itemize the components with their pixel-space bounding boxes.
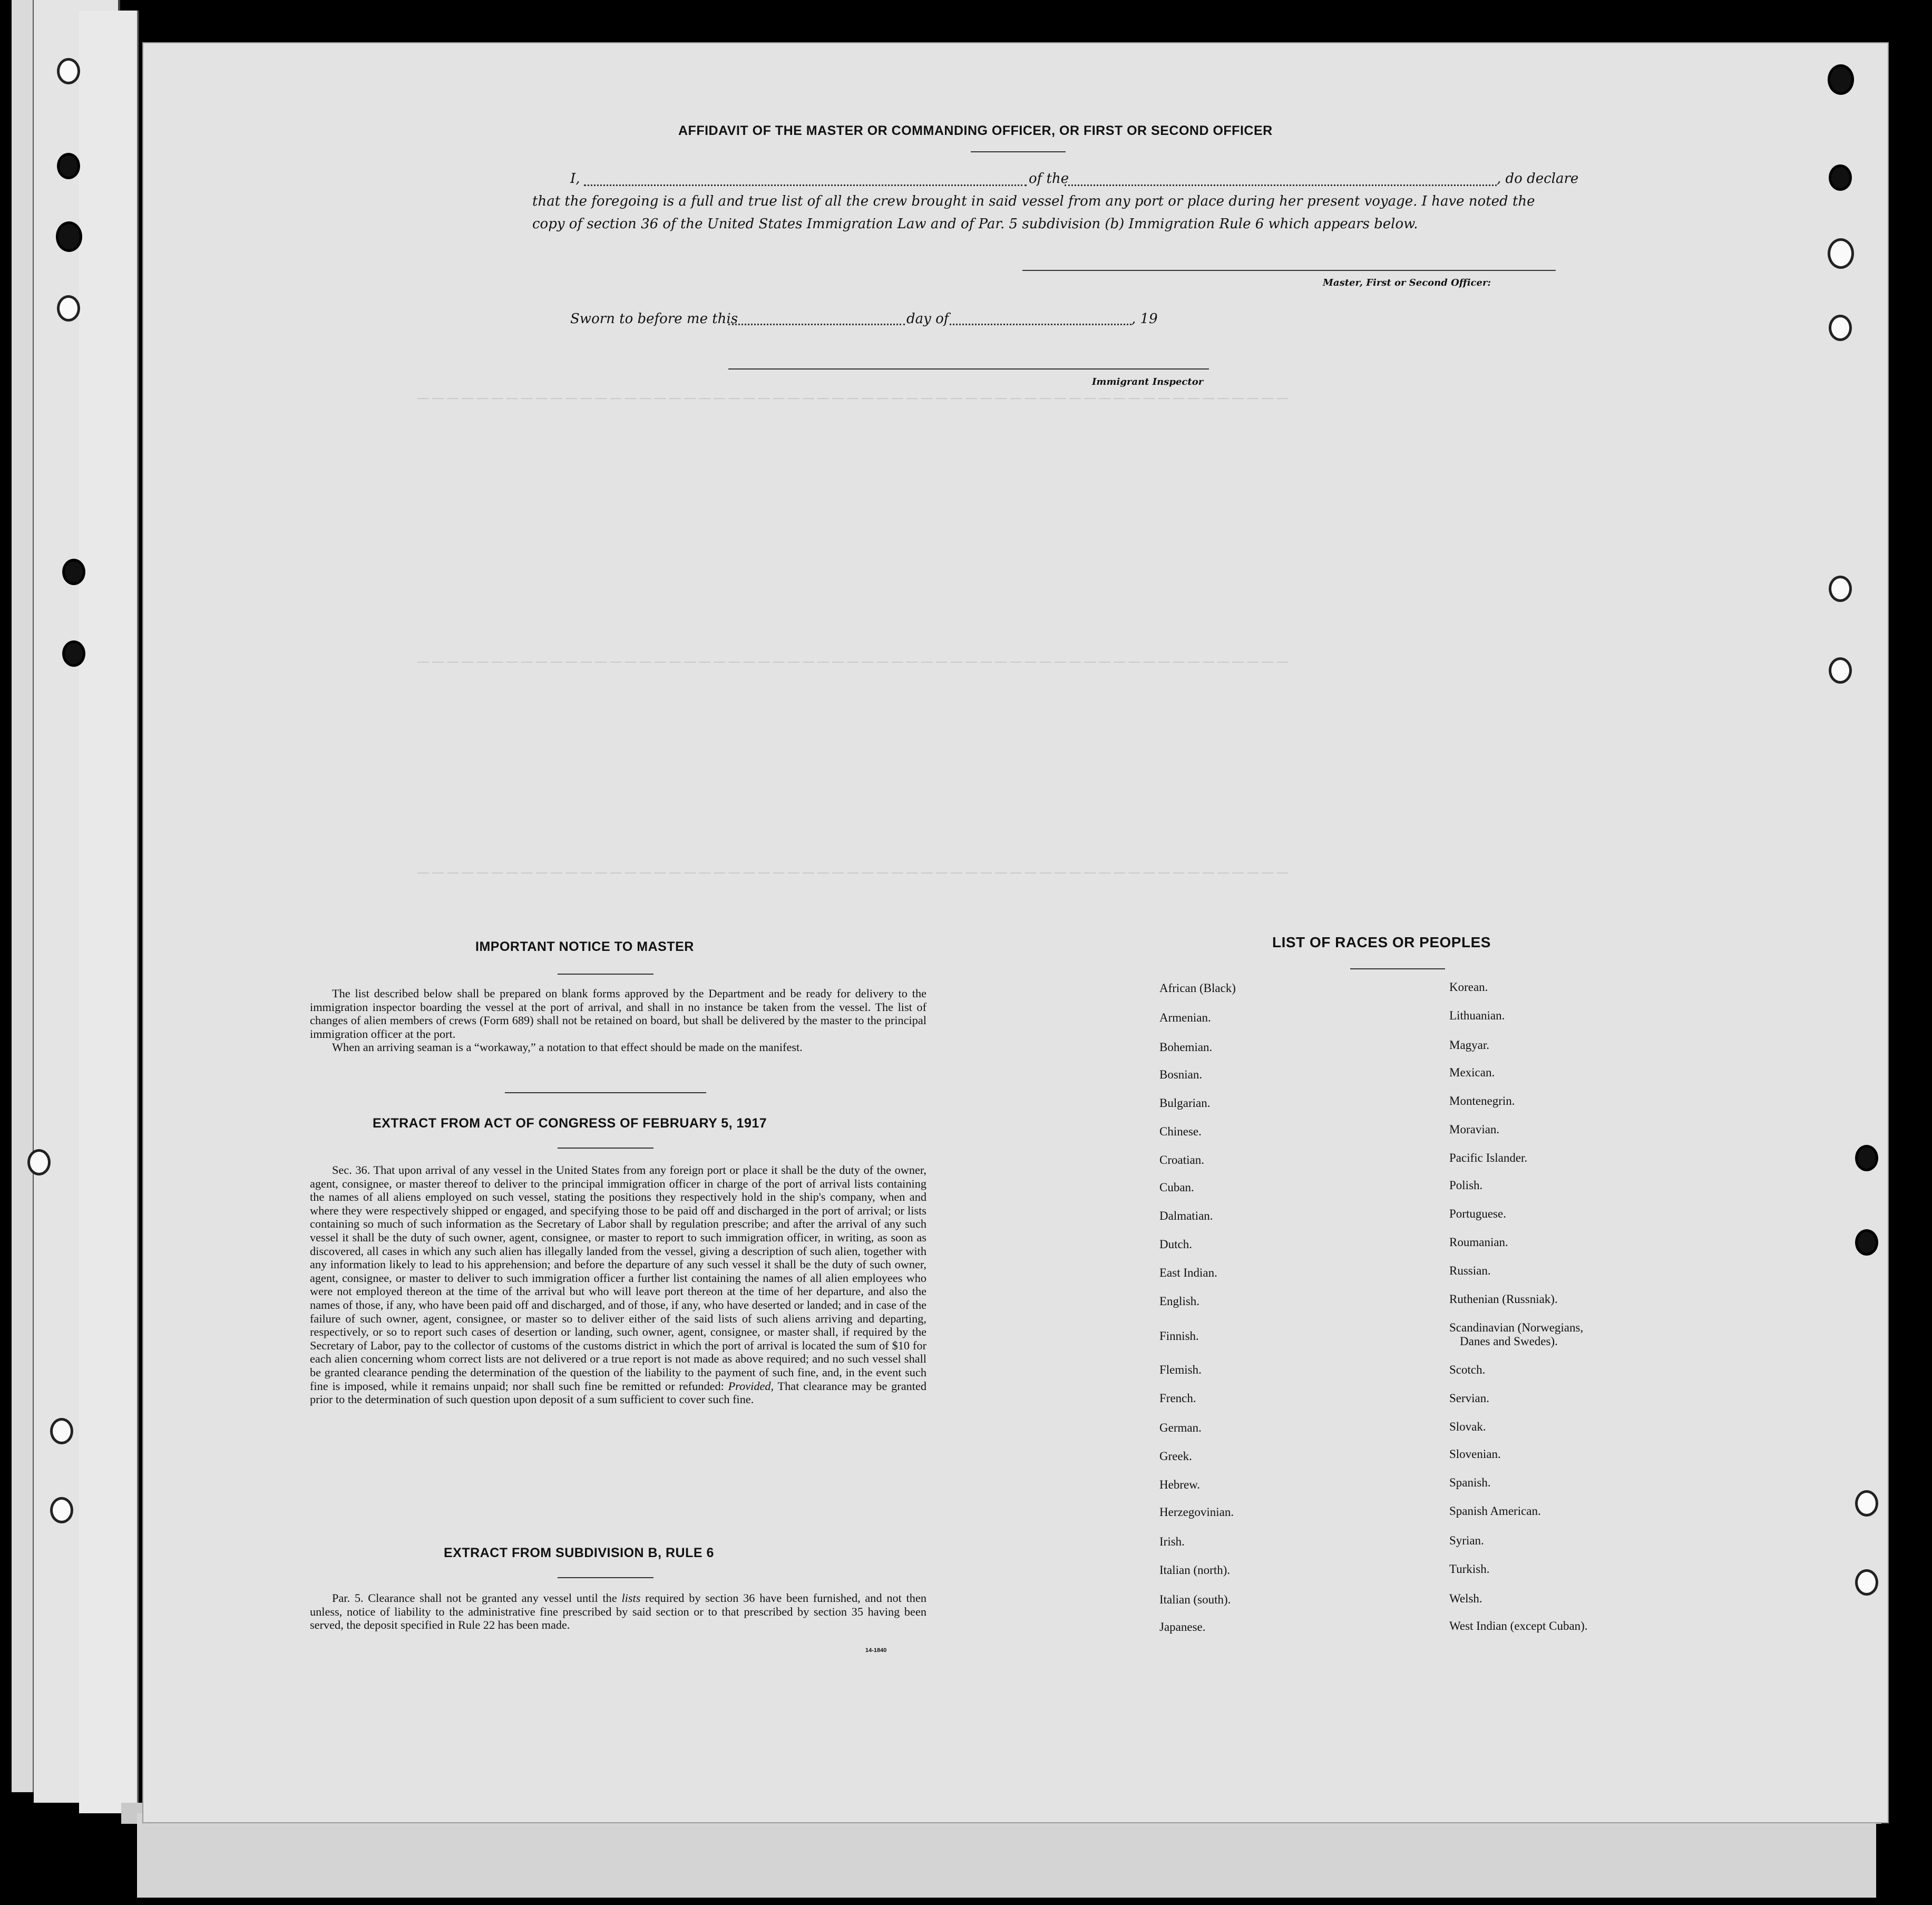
race-item: Magyar. xyxy=(1449,1038,1490,1052)
race-item: Bosnian. xyxy=(1159,1068,1203,1081)
binder-hole xyxy=(1855,1229,1878,1256)
race-item: Japanese. xyxy=(1159,1620,1206,1634)
race-item: French. xyxy=(1159,1392,1196,1405)
race-item: Portuguese. xyxy=(1449,1207,1506,1220)
binder-hole xyxy=(57,295,80,322)
section-text-continued: That clearance may be granted prior to the determination of such question upon deposit of a sum sufficient to cover such fine. xyxy=(310,1379,926,1406)
races-title: LIST OF RACES OR PEOPLES xyxy=(1272,934,1491,950)
binder-hole xyxy=(1828,238,1854,269)
vessel-blank-line xyxy=(1065,184,1497,186)
race-item: Korean. xyxy=(1449,980,1488,994)
name-blank-line xyxy=(584,184,1027,186)
race-item: Irish. xyxy=(1159,1535,1185,1548)
binder-hole xyxy=(1855,1569,1878,1596)
section-number: 36. xyxy=(355,1163,370,1177)
form-number: 14-1840 xyxy=(865,1647,887,1654)
race-item: Finnish. xyxy=(1159,1329,1199,1343)
binder-hole xyxy=(50,1497,73,1523)
race-item: Welsh. xyxy=(1449,1592,1482,1605)
binder-hole xyxy=(56,221,82,252)
manifest-page xyxy=(142,42,1889,1823)
race-item: Montenegrin. xyxy=(1449,1094,1515,1107)
race-item-continued: Danes and Swedes). xyxy=(1460,1335,1558,1348)
divider xyxy=(1350,968,1445,969)
sworn-month-blank xyxy=(950,324,1131,325)
race-item: African (Black) xyxy=(1159,981,1236,995)
race-item: Slovenian. xyxy=(1449,1447,1501,1461)
race-item: Chinese. xyxy=(1159,1125,1202,1138)
affidavit-title: AFFIDAVIT OF THE MASTER OR COMMANDING OFFICER, OR FIRST OR SECOND OFFICER xyxy=(678,123,1273,138)
binder-hole xyxy=(1855,1145,1878,1171)
bleed-through-marks: — — — — — — — — — — — — — — — — — — — — — — — — — — — — — — — — — — — — — — — — — — — — — — — — — — — — — — — — — — — xyxy=(417,655,1289,668)
binder-hole xyxy=(1828,64,1854,95)
race-item: Herzegovinian. xyxy=(1159,1505,1234,1519)
binder-hole xyxy=(1829,164,1852,191)
race-item: Moravian. xyxy=(1449,1123,1500,1136)
binder-hole xyxy=(57,58,80,84)
race-item: Italian (south). xyxy=(1159,1593,1231,1606)
race-item: West Indian (except Cuban). xyxy=(1449,1619,1588,1632)
race-item: Scandinavian (Norwegians, xyxy=(1449,1321,1584,1334)
divider xyxy=(558,974,653,975)
race-item: Turkish. xyxy=(1449,1562,1490,1576)
bleed-through-marks: — — — — — — — — — — — — — — — — — — — — — — — — — — — — — — — — — — — — — — — — — — — — — — — — — — — — — — — — — — — xyxy=(417,391,1289,404)
affidavit-i: I, xyxy=(570,171,580,187)
divider xyxy=(505,1092,706,1093)
divider xyxy=(558,1577,653,1578)
officer-signature-line xyxy=(1022,270,1556,271)
section-label: Sec. xyxy=(332,1163,352,1177)
race-item: Spanish American. xyxy=(1449,1504,1541,1518)
race-item: Roumanian. xyxy=(1449,1236,1508,1249)
notice-paragraph: The list described below shall be prepared on blank forms approved by the Department and be ready for delivery to the immigration inspector boarding the vessel at the port of arrival, and shall in no instance be taken from the vessel. The list of changes of alien members of crews (Form 689) shall not be retained on board, but shall be delivered by the master to the principal immigration officer at the port. xyxy=(310,987,926,1041)
race-item: Scotch. xyxy=(1449,1363,1486,1376)
provided-word: Provided, xyxy=(728,1379,774,1393)
race-item: Dalmatian. xyxy=(1159,1209,1213,1222)
binder-hole xyxy=(62,559,85,585)
race-item: Slovak. xyxy=(1449,1420,1486,1433)
binder-hole xyxy=(50,1418,73,1444)
race-item: Servian. xyxy=(1449,1392,1490,1405)
race-item: Lithuanian. xyxy=(1449,1009,1505,1022)
extract-rule-title: EXTRACT FROM SUBDIVISION B, RULE 6 xyxy=(444,1546,714,1560)
race-item: Bulgarian. xyxy=(1159,1096,1211,1110)
inspector-caption: Immigrant Inspector xyxy=(1092,376,1204,387)
affidavit-do-declare: , do declare xyxy=(1497,171,1579,187)
race-item: Italian (north). xyxy=(1159,1563,1231,1577)
notice-title: IMPORTANT NOTICE TO MASTER xyxy=(475,939,694,954)
divider xyxy=(971,151,1066,152)
race-item: Mexican. xyxy=(1449,1066,1495,1079)
race-item: Flemish. xyxy=(1159,1363,1202,1376)
bleed-through-marks: — — — — — — — — — — — — — — — — — — — — — — — — — — — — — — — — — — — — — — — — — — — — — — — — — — — — — — — — — — — xyxy=(417,866,1289,879)
race-item: Spanish. xyxy=(1449,1476,1491,1489)
race-item: Ruthenian (Russniak). xyxy=(1449,1292,1558,1306)
race-item: Cuban. xyxy=(1159,1181,1194,1194)
race-item: Hebrew. xyxy=(1159,1478,1201,1491)
stacked-page-edge xyxy=(12,0,34,1792)
race-item: German. xyxy=(1159,1421,1202,1434)
race-item: Croatian. xyxy=(1159,1153,1204,1167)
extract-act-body xyxy=(310,1163,926,1406)
extract-act-title: EXTRACT FROM ACT OF CONGRESS OF FEBRUARY 5, 1917 xyxy=(373,1116,767,1131)
affidavit-of-the: of the xyxy=(1029,171,1069,187)
binder-hole xyxy=(1855,1490,1878,1517)
binder-hole xyxy=(57,153,80,179)
rule-text: Par. 5. Clearance shall not be granted any vessel until the xyxy=(332,1591,617,1605)
race-item: Dutch. xyxy=(1159,1238,1192,1251)
affidavit-line2: that the foregoing is a full and true list of all the crew brought in said vessel from any port or place during her present voyage. I have noted the xyxy=(532,193,1535,209)
sworn-year: , 19 xyxy=(1131,311,1158,327)
race-item: Greek. xyxy=(1159,1450,1192,1463)
notice-body xyxy=(310,987,926,1054)
stacked-page-edge xyxy=(79,11,139,1813)
officer-caption: Master, First or Second Officer: xyxy=(1323,277,1491,288)
sworn-day-of: day of xyxy=(906,311,949,327)
lists-word: lists xyxy=(621,1591,641,1605)
notice-paragraph: When an arriving seaman is a “workaway,” a notation to that effect should be made on the manifest. xyxy=(332,1041,803,1054)
sworn-prefix: Sworn to before me this xyxy=(570,311,738,327)
sworn-day-blank xyxy=(728,324,905,325)
inspector-signature-line xyxy=(728,368,1209,370)
race-item: Russian. xyxy=(1449,1264,1491,1277)
binder-hole xyxy=(62,640,85,667)
binder-hole xyxy=(1829,576,1852,602)
race-item: Pacific Islander. xyxy=(1449,1151,1528,1164)
binder-hole xyxy=(1829,315,1852,341)
race-item: Armenian. xyxy=(1159,1011,1211,1024)
binder-hole xyxy=(1829,657,1852,684)
extract-rule-body xyxy=(310,1591,926,1632)
race-item: Syrian. xyxy=(1449,1534,1484,1547)
stacked-page-edge xyxy=(137,1813,1876,1898)
affidavit-line3: copy of section 36 of the United States Immigration Law and of Par. 5 subdivision (b) Immigration Rule 6 which appears below. xyxy=(532,216,1418,232)
race-item: East Indian. xyxy=(1159,1266,1217,1279)
race-item: English. xyxy=(1159,1295,1200,1308)
binder-hole xyxy=(27,1149,51,1175)
race-item: Bohemian. xyxy=(1159,1041,1213,1054)
rule-text-continued: required by section 36 have been furnished, and not then unless, notice of liability to the administrative fine prescribed by said section or to that prescribed by section 35 having been served, the deposit specified in Rule 22 has been made. xyxy=(310,1591,926,1632)
race-item: Polish. xyxy=(1449,1179,1483,1192)
divider xyxy=(558,1148,653,1149)
section-text: That upon arrival of any vessel in the United States from any foreign port or place it shall be the duty of the owner, agent, consignee, or master thereof to deliver to the principal immigration officer in charge of the port of arrival lists containing the names of all aliens employed on such vessel, stating the positions they respectively hold in the ship's company, when and where they were respectively shipped or engaged, and specifying those to be paid off and discharged in the port of arrival; or lists containing so much of such information as the Secretary of Labor shall by regulation prescribe; and after the arrival of any such vessel it shall be the duty of such owner, agent, consignee, or master to report to such immigration officer, in writing, as soon as discovered, all cases in which any such alien has illegally landed from the vessel, giving a description of such alien, together with any information likely to lead to his apprehension; and before the departure of any such vessel it shall be the duty of such owner, agent, consignee, or master to deliver to such immigration officer a further list containing the names of all alien employees who were not employed thereon at the time of the arrival but who will leave port thereon at the time of her departure, and also the names of those, if any, who have been paid off and discharged, and of those, if any, who have deserted or landed; and in case of the failure of such owner, agent, consignee, or master so to deliver either of the said lists of such aliens arriving and departing, respectively, or so to report such cases of desertion or landing, such owner, agent, consignee, or master shall, if required by the Secretary of Labor, pay to the collector of customs of the customs district in which the port of arrival is located the sum of $10 for each alien concerning whom correct lists are not delivered or a true report is not made as above required; and no such vessel shall be granted clearance pending the determination of the question of the liability to the payment of such fine, and, in the event such fine is imposed, while it remains unpaid; nor shall such fine be remitted or refunded: xyxy=(310,1163,927,1393)
